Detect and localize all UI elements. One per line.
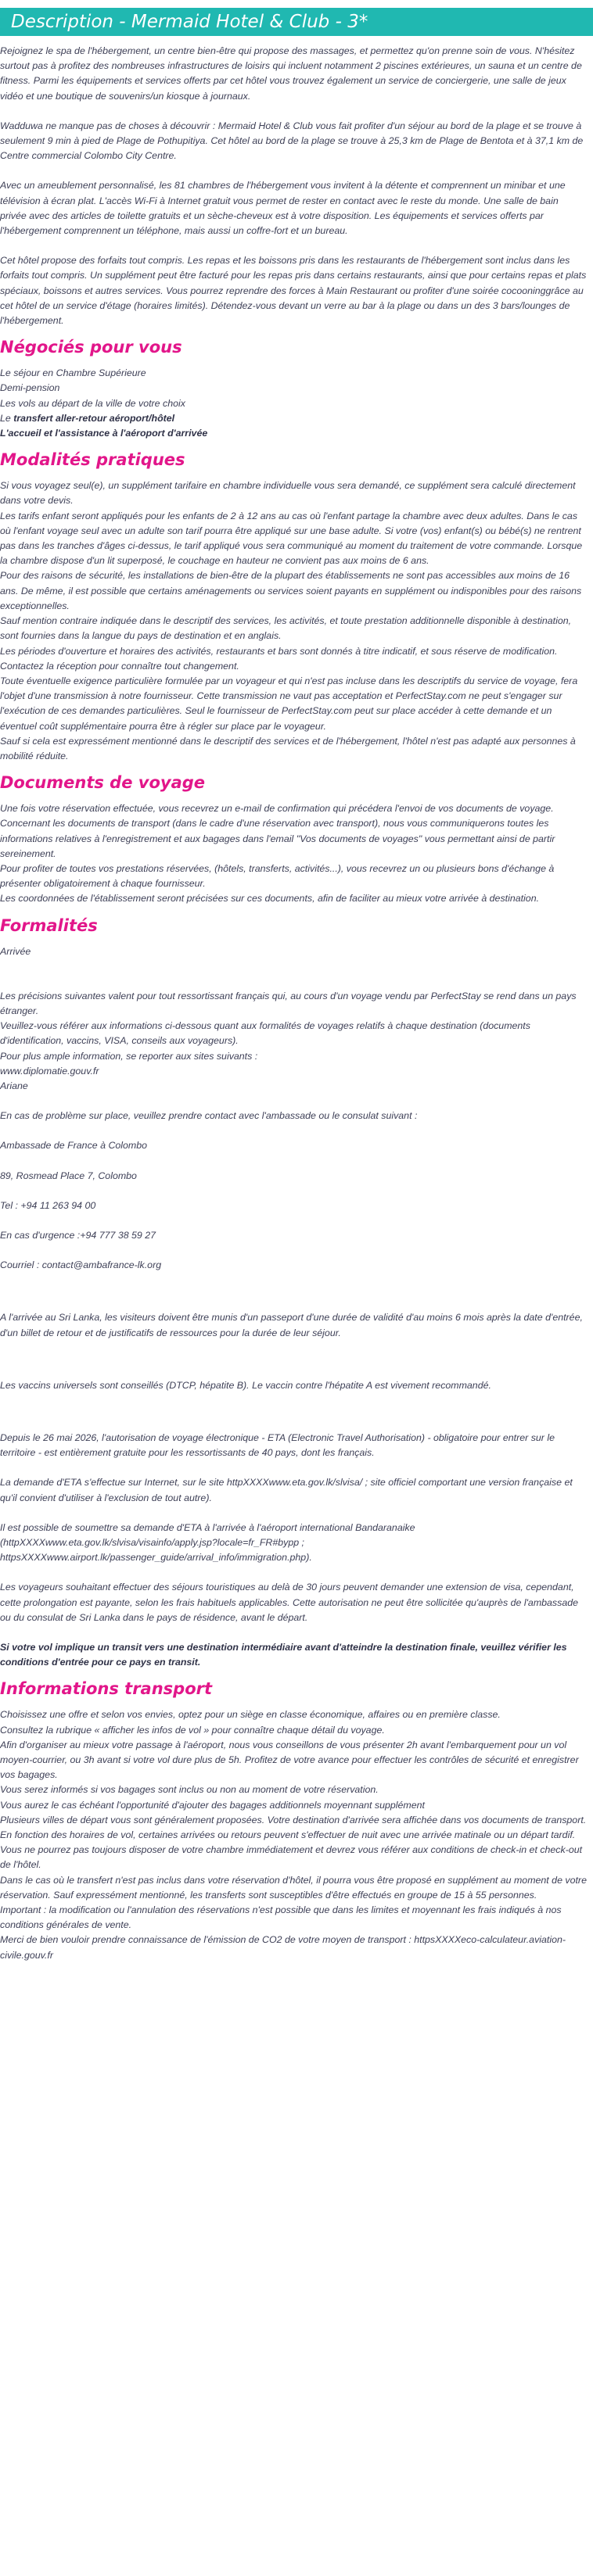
ambassade-address: 89, Rosmead Place 7, Colombo xyxy=(0,1170,137,1181)
ariane-link[interactable]: Ariane xyxy=(0,1080,28,1091)
transit-bold: Si votre vol implique un transit vers une destination intermédiaire avant d'atteindre la destination finale, veuillez vérifier les conditions d'entrée pour ce pays en transit. xyxy=(0,1642,567,1668)
ambassade-name: Ambassade de France à Colombo xyxy=(0,1140,148,1152)
description-paragraph: Avec un ameublement personnalisé, les 81 chambres de l'hébergement vous invitent à la détente et comprennent un minibar et une télévision à écran plat. L'accès Wi-Fi à Internet gratuit vous permet de rester en contact avec le reste du monde. Une salle de bain privée avec des articles de toilette gratuits et un sèche-cheveux est à votre disposition. Les équipements et services offerts par l'hébergement comprennent un téléphone, mais aussi un coffre-fort et un bureau. xyxy=(0,180,566,237)
modalites-paragraph: Sauf si cela est expressément mentionné dans le descriptif des services et de l'hébergement, l'hôtel n'est pas adapté aux personnes à mobilité réduite. xyxy=(0,735,576,761)
modalites-paragraph: Les périodes d'ouverture et horaires des activités, restaurants et bars sont donnés à titre indicatif, et sous réserve de modification. Contactez la réception pour connaître tout changement. xyxy=(0,645,558,672)
description-section xyxy=(0,36,593,1963)
formalites-paragraph: A l'arrivée au Sri Lanka, les visiteurs doivent être munis d'un passeport d'une durée de validité d'au moins 6 mois après la date d'entrée, d'un billet de retour et de justificatifs de ressources pour la durée de leur séjour. xyxy=(0,1312,583,1338)
modalites-paragraph: Les tarifs enfant seront appliqués pour les enfants de 2 à 12 ans au cas où l'enfant partage la chambre avec deux adultes. Dans le cas où l'enfant voyage seul avec un adulte son tarif pourra être appliqué sur une base adulte. Si votre (vos) enfant(s) ou bébé(s) ne rentrent pas dans les tranches d'âges ci-dessus, le tarif appliqué vous sera communiqué au moment du traitement de votre commande. Lorsque la chambre dispose d'un lit superposé, le couchage en hauteur ne convient pas aux moins de 6 ans. xyxy=(0,510,583,567)
assistance-bold: L'accueil et l'assistance à l'aéroport d'arrivée xyxy=(0,428,208,439)
modalites-paragraph: Toute éventuelle exigence particulière formulée par un voyageur et qui n'est pas incluse dans les descriptifs du service de voyage, fera l'objet d'une transmission à notre fournisseur. Cette transmission ne vaut pas acceptation et PerfectStay.com ne peut s'engager sur l'exécution de ces demandes particulières. Seul le fournisseur de PerfectStay.com peut sur place accéder à cette demande et un éventuel coût supplémentaire pourra être à régler sur place par le voyageur. xyxy=(0,675,578,732)
modalites-paragraph: Sauf mention contraire indiquée dans le descriptif des services, les activités, et toute prestation additionnelle disponible à destination, sont fournies dans la langue du pays de destination et en anglais. xyxy=(0,615,572,642)
transport-paragraph: Vous serez informés si vos bagages sont inclus ou non au moment de votre réservation. xyxy=(0,1784,379,1796)
documents-paragraph: Une fois votre réservation effectuée, vous recevrez un e-mail de confirmation qui précédera l'envoi de vos documents de voyage. xyxy=(0,803,554,815)
transport-paragraph: Consultez la rubrique « afficher les infos de vol » pour connaître chaque détail du voyage. xyxy=(0,1724,385,1736)
formalites-paragraph: Pour plus ample information, se reporter aux sites suivants : xyxy=(0,1050,258,1062)
transport-paragraph: Vous aurez le cas échéant l'opportunité d'ajouter des bagages additionnels moyennant supplément xyxy=(0,1799,425,1811)
arrivee-label: Arrivée xyxy=(0,945,31,957)
modalites-paragraph: Pour des raisons de sécurité, les installations de bien-être de la plupart des établissements ne sont pas accessibles aux moins de 16 ans. De même, il est possible que certains aménagements ou services soient payants en supplément ou indisponibles pour des raisons exceptionnelles. xyxy=(0,570,582,611)
list-item: Le séjour en Chambre Supérieure xyxy=(0,367,146,379)
transport-paragraph: Choisissez une offre et selon vos envies, optez pour un siège en classe économique, affaires ou en première classe. xyxy=(0,1709,501,1721)
list-item: Les vols au départ de la ville de votre choix xyxy=(0,397,185,409)
diplomatie-link[interactable]: www.diplomatie.gouv.fr xyxy=(0,1065,99,1077)
ambassade-tel: Tel : +94 11 263 94 00 xyxy=(0,1199,96,1211)
formalites-paragraph: Les précisions suivantes valent pour tout ressortissant français qui, au cours d'un voyage vendu par PerfectStay se rend dans un pays étranger. xyxy=(0,990,577,1016)
transport-paragraph: Dans le cas où le transfert n'est pas inclus dans votre réservation d'hôtel, il pourra vous être proposé en supplément au moment de votre réservation. Sauf expressément mentionné, les transferts sont susceptibles d'être effectués en groupe de 15 à 55 personnes. xyxy=(0,1874,587,1901)
negocies-list xyxy=(0,366,593,441)
ambassade-urgence: En cas d'urgence :+94 777 38 59 27 xyxy=(0,1229,156,1241)
transport-heading: Informations transport xyxy=(0,1679,213,1699)
formalites-heading: Formalités xyxy=(0,915,98,935)
formalites-paragraph: Les voyageurs souhaitant effectuer des séjours touristiques au delà de 30 jours peuvent demander une extension de visa, cependant, cette prolongation est payante, selon les frais habituels applicables. Cette autorisation ne peut être sollicitée qu'auprès de l'ambassade ou du consulat de Sri Lanka dans le pays de résidence, avant le départ. xyxy=(0,1582,578,1623)
documents-paragraph: Pour profiter de toutes vos prestations réservées, (hôtels, transferts, activités...), vous recevrez un ou plusieurs bons d'échange à présenter obligatoirement à chaque fournisseur. xyxy=(0,862,555,890)
description-paragraph: Cet hôtel propose des forfaits tout compris. Les repas et les boissons pris dans les restaurants de l'hébergement sont inclus dans les forfaits tout compris. Un supplément peut être facturé pour les repas pris dans certains restaurants, ainsi que pour certains repas et plats spéciaux, boissons et autres services. Vous pourrez reprendre des forces à Main Restaurant ou profiter d'une soirée cocooninggrâce au cet hôtel de un service d'étage (horaires limités). Détendez-vous devant un verre au bar à la plage ou dans un des 3 bars/lounges de l'hébergement. xyxy=(0,255,587,327)
transport-paragraph: Afin d'organiser au mieux votre passage à l'aéroport, nous vous conseillons de vous présenter 2h avant l'embarquement pour un vol moyen-courrier, ou 3h avant si votre vol dure plus de 5h. Profitez de votre avance pour effectuer les contrôles de sécurité et enregistrer vos bagages. xyxy=(0,1739,579,1781)
formalites-paragraph: La demande d'ETA s'effectue sur Internet, sur le site httpXXXXwww.eta.gov.lk/slvisa/ ; site officiel comportant une version française et qu'il convient d'utiliser à l'exclusion de tout autre). xyxy=(0,1477,573,1503)
documents-heading: Documents de voyage xyxy=(0,773,206,793)
list-item xyxy=(0,411,593,426)
documents-paragraph: Concernant les documents de transport (dans le cadre d'une réservation avec transport), nous vous communiquerons toutes les informations relatives à l'enregistrement et aux bagages dans l'email "Vos documents de voyages" vous permettant ainsi de partir sereinement. xyxy=(0,818,555,859)
modalites-paragraph: Si vous voyagez seul(e), un supplément tarifaire en chambre individuelle vous sera demandé, ce supplément sera calculé directement dans votre devis. xyxy=(0,480,576,507)
ambassade-courriel: Courriel : contact@ambafrance-lk.org xyxy=(0,1259,162,1271)
transport-paragraph: En fonction des horaires de vol, certaines arrivées ou retours peuvent s'effectuer de nuit avec une arrivée matinale ou un départ tardif. Vous ne pourrez pas toujours disposer de votre chambre immédiatement et devrez vous référer aux conditions de check-in et check-out de l'hôtel. xyxy=(0,1829,583,1871)
documents-paragraph: Les coordonnées de l'établissement seront précisées sur ces documents, afin de faciliter au mieux votre arrivée à destination. xyxy=(0,893,540,905)
transit-warning xyxy=(0,1640,593,1670)
transfer-prefix: Le xyxy=(0,412,14,424)
formalites-paragraph: En cas de problème sur place, veuillez prendre contact avec l'ambassade ou le consulat suivant : xyxy=(0,1110,418,1122)
description-paragraph: Rejoignez le spa de l'hébergement, un centre bien-être qui propose des massages, et permettez qu'on prenne soin de vous. N'hésitez surtout pas à profitez des nombreuses infrastructures de loisirs qui incluent notamment 2 piscines extérieures, un sauna et un centre de fitness. Parmi les équipements et services offerts par cet hôtel vous trouvez également un service de conciergerie, une salle de jeux vidéo et une boutique de souvenirs/un kiosque à journaux. xyxy=(0,45,582,102)
list-item xyxy=(0,426,593,441)
transport-paragraph: Important : la modification ou l'annulation des réservations n'est possible que dans les limites et moyennant les frais indiqués à nos conditions générales de vente. xyxy=(0,1904,562,1931)
transport-paragraph: Merci de bien vouloir prendre connaissance de l'émission de CO2 de votre moyen de transport : httpsXXXXeco-calculateur.aviation-civile.gouv.fr xyxy=(0,1934,566,1961)
description-paragraph: Wadduwa ne manque pas de choses à découvrir : Mermaid Hotel & Club vous fait profiter d'un séjour au bord de la plage et se trouve à seulement 9 min à pied de Plage de Pothupitiya. Cet hôtel au bord de la plage se trouve à 25,3 km de Plage de Bentota et à 37,1 km de Centre commercial Colombo City Centre. xyxy=(0,120,584,162)
formalites-paragraph: Depuis le 26 mai 2026, l'autorisation de voyage électronique - ETA (Electronic Travel Authorisation) - obligatoire pour entrer sur le territoire - est entièrement gratuite pour les ressortissants de 40 pays, dont les français. xyxy=(0,1432,555,1459)
negocies-heading: Négociés pour vous xyxy=(0,338,182,357)
formalites-paragraph: Les vaccins universels sont conseillés (DTCP, hépatite B). Le vaccin contre l'hépatite A est vivement recommandé. xyxy=(0,1379,491,1391)
modalites-heading: Modalités pratiques xyxy=(0,450,185,470)
formalites-paragraph: Veuillez-vous référer aux informations ci-dessous quant aux formalités de voyages relatifs à chaque destination (documents d'identification, vaccins, VISA, conseils aux voyageurs). xyxy=(0,1020,530,1047)
transfer-bold: transfert aller-retour aéroport/hôtel xyxy=(13,412,175,424)
formalites-paragraph: Il est possible de soumettre sa demande d'ETA à l'arrivée à l'aéroport international Bandaranaike (httpXXXXwww.eta.gov.lk/slvisa/visainfo/apply.jsp?locale=fr_FR#bypp ; httpsXXXXwww.airport.lk/passenger_guide/arrival_info/immigration.php). xyxy=(0,1521,415,1564)
list-item: Demi-pension xyxy=(0,382,60,394)
transport-paragraph: Plusieurs villes de départ vous sont généralement proposées. Votre destination d'arrivée sera affichée dans vos documents de transport. xyxy=(0,1814,587,1825)
page-title: Description - Mermaid Hotel & Club - 3* xyxy=(0,8,593,36)
